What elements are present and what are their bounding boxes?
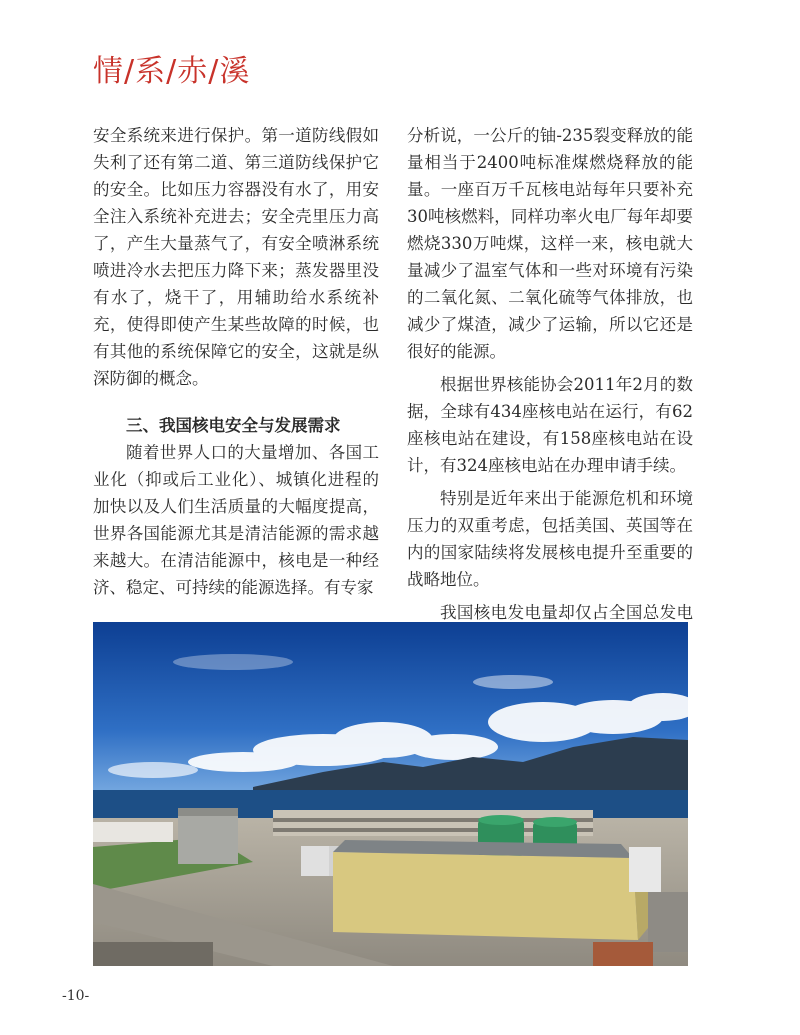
- right-column: [407, 122, 693, 653]
- paragraph-energy-demand: 随着世界人口的大量增加、各国工业化（抑或后工业化）、城镇化进程的加快以及人们生活质量的大幅度提高，世界各国能源尤其是清洁能源的需求越来越大。在清洁能源中，核电是一种经济、稳定、可持续的能源选择。有专家: [93, 443, 379, 597]
- section-heading: 三、我国核电安全与发展需求: [126, 416, 341, 435]
- paragraph-strategic-position: 特别是近年来出于能源危机和环境压力的双重考虑，包括美国、英国等在内的国家陆续将发展核电提升至重要的战略地位。: [407, 489, 693, 589]
- paragraph-uranium-energy: 分析说，一公斤的铀-235裂变释放的能量相当于2400吨标准煤燃烧释放的能量。一座百万千瓦核电站每年只要补充30吨核燃料，同样功率火电厂每年却要燃烧330万吨煤，这样一来，核电就大量减少了温室气体和一些对环境有污染的二氧化氮、二氧化硫等气体排放，也减少了煤渣，减少了运输，所以它还是很好的能源。: [407, 126, 693, 361]
- paragraph-china-share: 我国核电发电量却仅占全国总发电: [440, 603, 693, 622]
- left-column: [93, 122, 379, 601]
- page-number: -10-: [62, 988, 90, 1004]
- paragraph-world-nuclear-data: 根据世界核能协会2011年2月的数据，全球有434座核电站在运行，有62座核电站在建设，有158座核电站在设计，有324座核电站在办理申请手续。: [407, 375, 693, 475]
- nuclear-plant-photo: [93, 622, 688, 966]
- section-header: 情/系/赤/溪: [93, 54, 251, 89]
- grey-block: [178, 808, 238, 864]
- paragraph-defense-in-depth: 安全系统来进行保护。第一道防线假如失利了还有第二道、第三道防线保护它的安全。比如压力容器没有水了，用安全注入系统补充进去；安全壳里压力高了，产生大量蒸气了，有安全喷淋系统喷进冷水去把压力降下来；蒸发器里没有水了，烧干了，用辅助给水系统补充，使得即使产生某些故障的时候，也有其他的系统保障它的安全，这就是纵深防御的概念。: [93, 126, 379, 388]
- main-yellow-building: [333, 852, 638, 940]
